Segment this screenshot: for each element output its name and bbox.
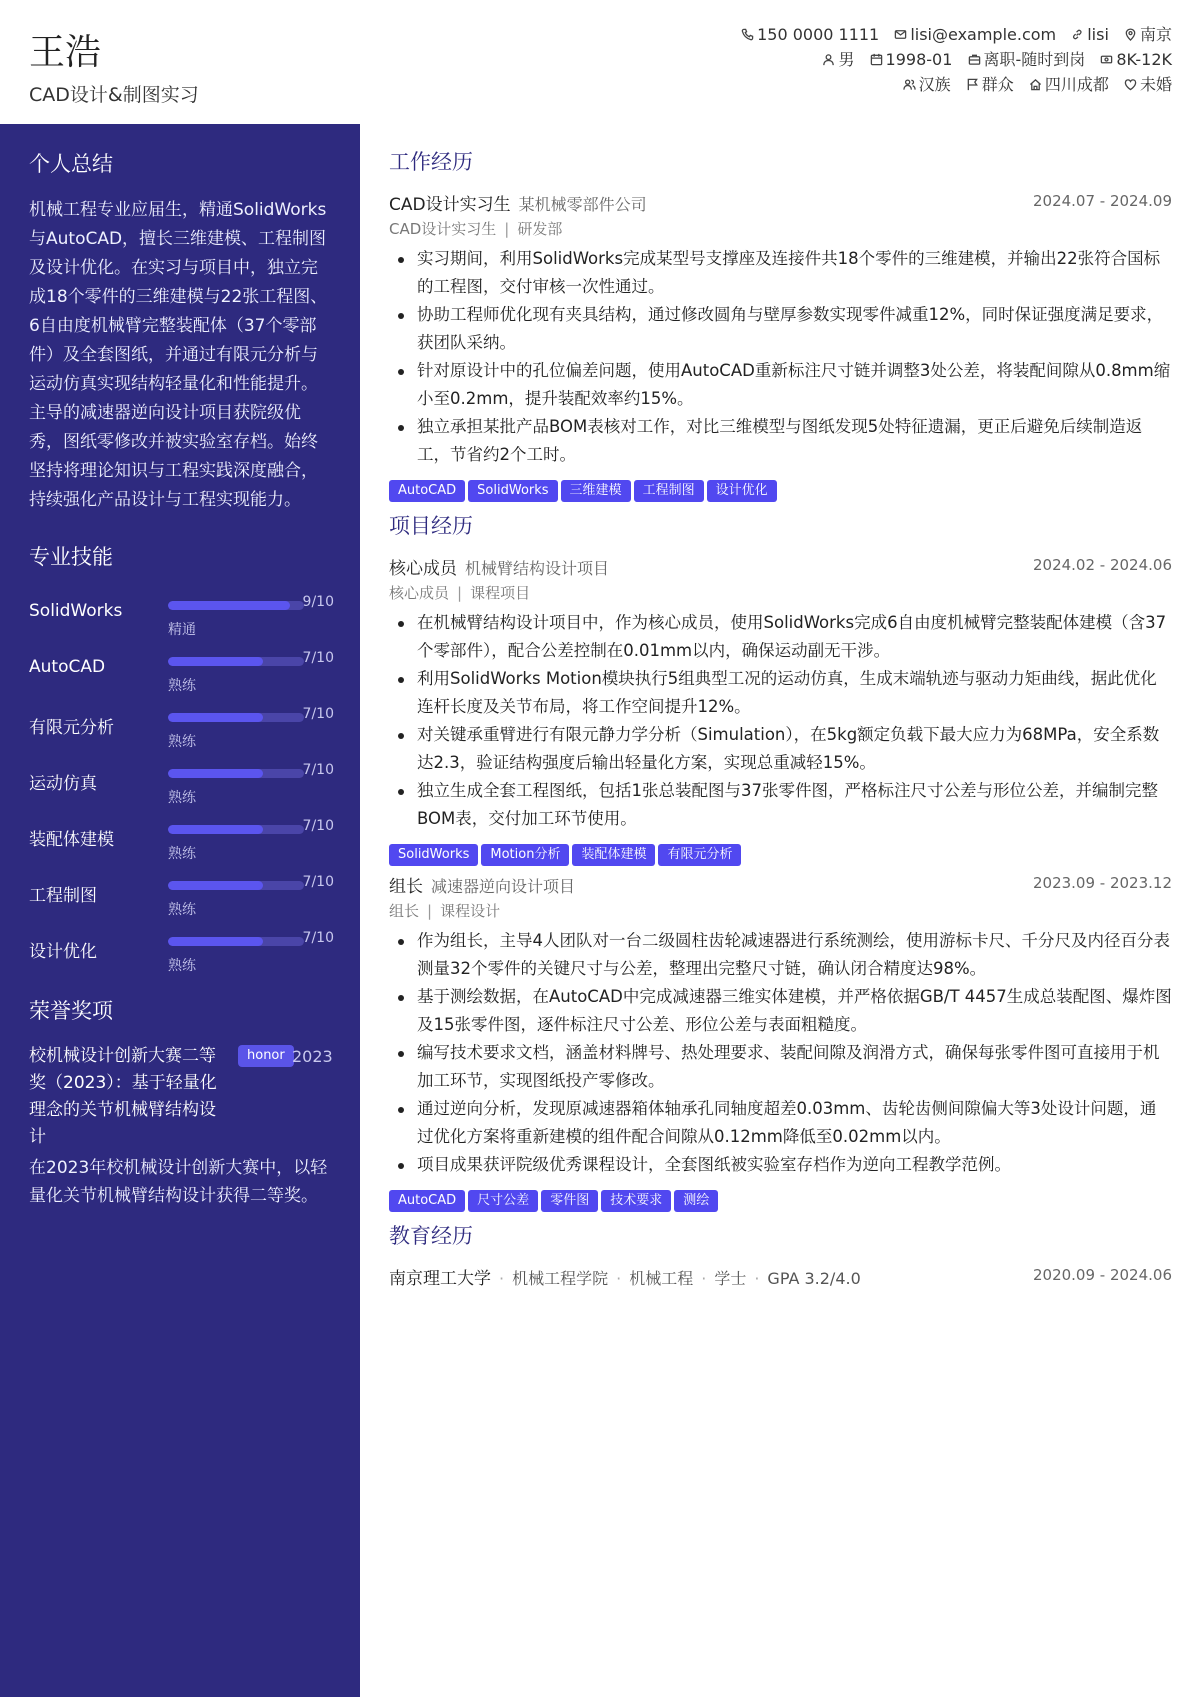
major-name: 机械工程 [629, 1269, 694, 1288]
skill-tag: AutoCAD [389, 480, 465, 502]
separator: · [701, 1269, 707, 1288]
entry-org: 某机械零部件公司 [518, 195, 647, 214]
skill-item [29, 757, 334, 813]
flag-icon [966, 78, 979, 91]
skill-tag: 测绘 [674, 1190, 718, 1212]
entry-sub-role: 组长 [389, 902, 420, 920]
skill-score: 7/10 [302, 650, 334, 666]
award-year: 2023 [292, 1047, 333, 1066]
award-description: 在2023年校机械设计创新大赛中，以轻量化关节机械臂结构设计获得二等奖。 [29, 1158, 328, 1206]
list-item: 协助工程师优化现有夹具结构，通过修改圆角与壁厚参数实现零件减重12%，同时保证强度满足要求，获团队采纳。 [389, 301, 1172, 357]
list-item: 通过逆向分析，发现原减速器箱体轴承孔同轴度超差0.03mm、齿轮齿侧间隙偏大等3处设计问题，通过优化方案将重新建模的组件配合间隙从0.12mm降低至0.02mm以内。 [389, 1095, 1172, 1151]
separator: | [427, 902, 433, 920]
skill-level: 熟练 [168, 958, 196, 974]
skill-bar-fill [168, 769, 263, 778]
resume-header [0, 0, 1200, 124]
skill-score: 7/10 [302, 818, 334, 834]
entry-date: 2023.09 - 2023.12 [1032, 874, 1172, 892]
skill-bar [168, 881, 304, 890]
skill-bar-fill [168, 713, 263, 722]
skill-bar-fill [168, 601, 290, 610]
list-item: 针对原设计中的孔位偏差问题，使用AutoCAD重新标注尺寸链并调整3处公差，将装配间隙从0.8mm缩小至0.2mm，提升装配效率约15%。 [389, 357, 1172, 413]
education-date: 2020.09 - 2024.06 [1032, 1266, 1172, 1284]
contact-salary: 8K-12K [1100, 47, 1172, 72]
project-entry [389, 554, 1172, 866]
skill-name: 设计优化 [29, 942, 97, 962]
user-icon [822, 53, 835, 66]
target-job-title: CAD设计&制图实习 [29, 84, 199, 106]
location-pin-icon [1124, 28, 1137, 41]
skill-tag: 设计优化 [707, 480, 777, 502]
entry-date: 2024.07 - 2024.09 [1032, 192, 1172, 210]
gpa: GPA 3.2/4.0 [767, 1269, 861, 1288]
entry-date: 2024.02 - 2024.06 [1032, 556, 1172, 574]
education-heading: 教育经历 [389, 1224, 473, 1248]
skill-name: SolidWorks [29, 601, 123, 621]
skill-tag: SolidWorks [389, 844, 478, 866]
skill-level: 熟练 [168, 846, 196, 862]
skill-score: 7/10 [302, 930, 334, 946]
skill-level: 熟练 [168, 790, 196, 806]
skill-item [29, 701, 334, 757]
separator: · [754, 1269, 760, 1288]
skill-tag: 尺寸公差 [468, 1190, 538, 1212]
contact-hometown: 四川成都 [1029, 72, 1109, 97]
skill-bar [168, 713, 304, 722]
heart-icon [1124, 78, 1137, 91]
contact-politics: 群众 [966, 72, 1014, 97]
skill-level: 熟练 [168, 678, 196, 694]
contact-ethnicity: 汉族 [903, 72, 951, 97]
mail-icon [894, 28, 907, 41]
skill-score: 7/10 [302, 762, 334, 778]
list-item: 作为组长，主导4人团队对一台二级圆柱齿轮减速器进行系统测绘，使用游标卡尺、千分尺及内径百分表测量32个零件的关键尺寸与公差，整理出完整尺寸链，确认闭合精度达98%。 [389, 927, 1172, 983]
entry-header [389, 872, 1172, 898]
skill-tag: AutoCAD [389, 1190, 465, 1212]
phone-icon [741, 28, 754, 41]
work-entry [389, 190, 1172, 502]
tag-list [389, 479, 1172, 502]
entry-type: 课程设计 [440, 902, 501, 920]
skill-score: 7/10 [302, 874, 334, 890]
tag-list [389, 1189, 1172, 1212]
entry-subline [389, 218, 1172, 239]
skill-bar-fill [168, 825, 263, 834]
entry-subline [389, 582, 1172, 603]
summary-heading: 个人总结 [29, 152, 113, 176]
skills-heading: 专业技能 [29, 545, 113, 569]
skill-bar [168, 657, 304, 666]
list-item: 实习期间，利用SolidWorks完成某型号支撑座及连接件共18个零件的三维建模，并输出22张符合国标的工程图，交付审核一次性通过。 [389, 245, 1172, 301]
skill-tag: 装配体建模 [572, 844, 655, 866]
home-icon [1029, 78, 1042, 91]
list-item: 独立承担某批产品BOM表核对工作，对比三维模型与图纸发现5处特征遗漏，更正后避免后续制造返工，节省约2个工时。 [389, 413, 1172, 469]
contact-birth: 1998-01 [870, 47, 953, 72]
sidebar [0, 124, 360, 1697]
contact-city: 南京 [1124, 22, 1172, 47]
project-entry [389, 872, 1172, 1212]
contact-gender: 男 [822, 47, 854, 72]
awards-section [29, 995, 334, 1210]
entry-type: 课程项目 [470, 584, 531, 602]
skill-tag: 三维建模 [561, 480, 631, 502]
skill-score: 9/10 [302, 594, 334, 610]
contact-status: 离职-随时到岗 [968, 47, 1086, 72]
skill-bar [168, 769, 304, 778]
skills-list [29, 589, 334, 981]
skill-name: 有限元分析 [29, 718, 114, 738]
education-entry [389, 1264, 1172, 1290]
skill-bar [168, 601, 304, 610]
separator: | [504, 220, 510, 238]
skill-tag: 有限元分析 [658, 844, 741, 866]
separator: | [457, 584, 463, 602]
skill-bar [168, 825, 304, 834]
candidate-name: 王浩 [29, 32, 102, 73]
entry-org: 机械臂结构设计项目 [465, 559, 610, 578]
project-heading: 项目经历 [389, 514, 473, 538]
entry-subline [389, 900, 1172, 921]
main-content [389, 124, 1172, 1290]
skill-tag: 零件图 [541, 1190, 598, 1212]
skill-bar [168, 937, 304, 946]
school-name: 南京理工大学 [389, 1269, 491, 1289]
list-item: 基于测绘数据，在AutoCAD中完成减速器三维实体建模，并严格依据GB/T 4457生成总装配图、爆炸图及15张零件图，逐件标注尺寸公差、形位公差与表面粗糙度。 [389, 983, 1172, 1039]
skill-name: AutoCAD [29, 657, 106, 677]
skill-item [29, 813, 334, 869]
skill-bar-fill [168, 937, 263, 946]
users-icon [903, 78, 916, 91]
award-badge: honor [238, 1045, 294, 1067]
award-title: 校机械设计创新大赛二等奖（2023）：基于轻量化理念的关节机械臂结构设计 [29, 1046, 217, 1147]
list-item: 项目成果获评院级优秀课程设计，全套图纸被实验室存档作为逆向工程教学范例。 [389, 1151, 1172, 1179]
skill-name: 装配体建模 [29, 830, 114, 850]
contact-marital: 未婚 [1124, 72, 1172, 97]
list-item: 编写技术要求文档，涵盖材料牌号、热处理要求、装配间隙及润滑方式，确保每张零件图可直接用于机加工环节，实现图纸投产零修改。 [389, 1039, 1172, 1095]
work-heading: 工作经历 [389, 150, 473, 174]
calendar-icon [870, 53, 883, 66]
entry-role: 组长 [389, 877, 423, 897]
skill-bar-fill [168, 881, 263, 890]
entry-header [389, 190, 1172, 216]
skill-bar-fill [168, 657, 263, 666]
entry-bullets [389, 609, 1172, 833]
list-item: 利用SolidWorks Motion模块执行5组典型工况的运动仿真，生成末端轨迹与驱动力矩曲线，据此优化连杆长度及关节布局，将工作空间提升12%。 [389, 665, 1172, 721]
link-icon [1071, 28, 1084, 41]
skill-level: 熟练 [168, 734, 196, 750]
list-item: 对关键承重臂进行有限元静力学分析（Simulation），在5kg额定负载下最大应力为68MPa，安全系数达2.3，验证结构强度后输出轻量化方案，实现总重减轻15%。 [389, 721, 1172, 777]
skill-tag: Motion分析 [481, 844, 569, 866]
list-item: 在机械臂结构设计项目中，作为核心成员，使用SolidWorks完成6自由度机械臂完整装配体建模（含37个零部件），配合公差控制在0.01mm以内，确保运动副无干涉。 [389, 609, 1172, 665]
skill-tag: SolidWorks [468, 480, 557, 502]
summary-text: 机械工程专业应届生，精通SolidWorks与AutoCAD，擅长三维建模、工程制图及设计优化。在实习与项目中，独立完成18个零件的三维建模与22张工程图、6自由度机械臂完整装配体（37个零部件）及全套图纸，并通过有限元分析与运动仿真实现结构轻量化和性能提升。主导的减速器逆向设计项目获院级优秀，图纸零修改并被实验室存档。始终坚持将理论知识与工程实践深度融合，持续强化产品设计与工程实现能力。 [29, 200, 328, 510]
entry-role: CAD设计实习生 [389, 195, 511, 215]
skill-name: 运动仿真 [29, 774, 97, 794]
list-item: 独立生成全套工程图纸，包括1张总装配图与37张零件图，严格标注尺寸公差与形位公差，并编制完整BOM表，交付加工环节使用。 [389, 777, 1172, 833]
contact-phone: 150 0000 1111 [741, 22, 879, 47]
separator: · [499, 1269, 505, 1288]
entry-org: 减速器逆向设计项目 [431, 877, 576, 896]
tag-list [389, 843, 1172, 866]
money-icon [1100, 53, 1113, 66]
entry-sub-role: CAD设计实习生 [389, 220, 497, 238]
skill-tag: 工程制图 [634, 480, 704, 502]
entry-header [389, 554, 1172, 580]
skill-level: 精通 [168, 622, 196, 638]
contact-email[interactable]: lisi@example.com [894, 22, 1056, 47]
entry-dept: 研发部 [517, 220, 563, 238]
entry-role: 核心成员 [389, 559, 457, 579]
entry-bullets [389, 927, 1172, 1179]
degree-name: 学士 [714, 1269, 747, 1288]
contact-handle: lisi [1071, 22, 1109, 47]
briefcase-icon [968, 53, 981, 66]
awards-heading: 荣誉奖项 [29, 999, 113, 1023]
separator: · [616, 1269, 622, 1288]
skill-item [29, 645, 334, 701]
skill-item [29, 589, 334, 645]
skill-score: 7/10 [302, 706, 334, 722]
college-name: 机械工程学院 [512, 1269, 609, 1288]
skill-name: 工程制图 [29, 886, 97, 906]
contact-info [652, 22, 1172, 97]
skill-level: 熟练 [168, 902, 196, 918]
skill-item [29, 869, 334, 925]
skill-tag: 技术要求 [601, 1190, 671, 1212]
entry-bullets [389, 245, 1172, 469]
skill-item [29, 925, 334, 981]
entry-sub-role: 核心成员 [389, 584, 450, 602]
award-item [29, 1043, 334, 1151]
